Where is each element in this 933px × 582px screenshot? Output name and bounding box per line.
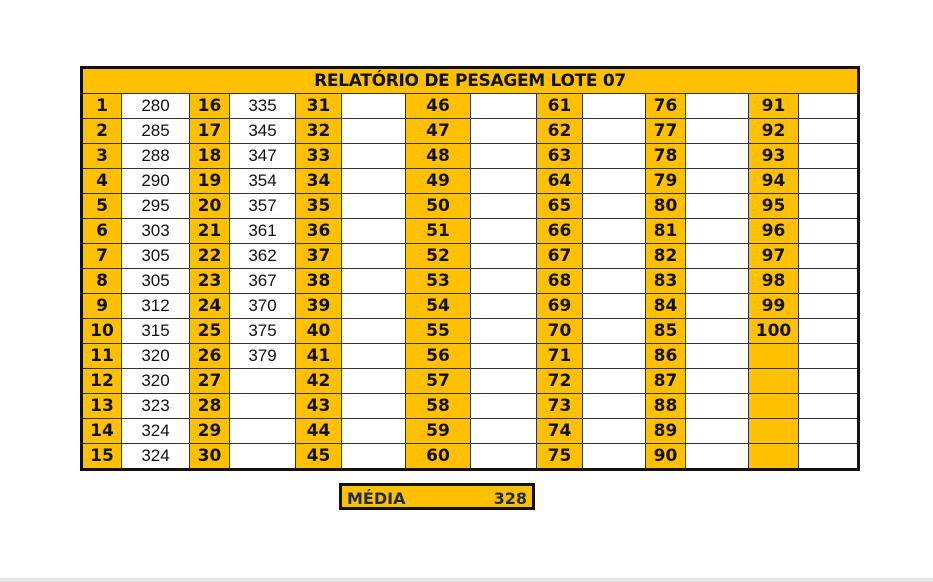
animal-number-cell[interactable]: 7 (82, 244, 122, 269)
weight-cell[interactable] (471, 344, 537, 369)
animal-number-cell[interactable]: 63 (537, 144, 583, 169)
weight-cell[interactable]: 367 (230, 269, 296, 294)
animal-number-cell[interactable]: 53 (406, 269, 471, 294)
weight-cell[interactable] (230, 444, 296, 470)
weight-cell[interactable] (342, 394, 406, 419)
animal-number-cell[interactable]: 1 (82, 94, 122, 119)
table-row (82, 219, 859, 244)
weight-cell[interactable]: 285 (122, 119, 190, 144)
animal-number-cell[interactable]: 10 (82, 319, 122, 344)
animal-number-cell[interactable]: 37 (296, 244, 342, 269)
animal-number-cell[interactable]: 99 (749, 294, 799, 319)
animal-number-cell[interactable]: 55 (406, 319, 471, 344)
animal-number-cell[interactable]: 22 (190, 244, 230, 269)
animal-number-cell[interactable]: 73 (537, 394, 583, 419)
weight-cell[interactable] (686, 269, 749, 294)
weight-cell[interactable]: 370 (230, 294, 296, 319)
animal-number-cell[interactable]: 79 (646, 169, 686, 194)
animal-number-cell[interactable]: 83 (646, 269, 686, 294)
weight-cell[interactable] (583, 194, 646, 219)
weight-cell[interactable]: 324 (122, 419, 190, 444)
weight-cell[interactable] (471, 394, 537, 419)
animal-number-cell[interactable]: 70 (537, 319, 583, 344)
animal-number-cell[interactable]: 65 (537, 194, 583, 219)
table-row (82, 144, 859, 169)
animal-number-cell[interactable]: 59 (406, 419, 471, 444)
weight-cell[interactable] (686, 319, 749, 344)
weight-cell[interactable] (799, 269, 859, 294)
animal-number-cell[interactable]: 32 (296, 119, 342, 144)
animal-number-cell[interactable]: 16 (190, 94, 230, 119)
weight-cell[interactable] (583, 269, 646, 294)
animal-number-cell[interactable]: 6 (82, 219, 122, 244)
animal-number-cell[interactable]: 84 (646, 294, 686, 319)
animal-number-cell[interactable]: 76 (646, 94, 686, 119)
animal-number-cell[interactable]: 82 (646, 244, 686, 269)
weight-cell[interactable] (686, 119, 749, 144)
animal-number-cell[interactable]: 15 (82, 444, 122, 470)
page-bottom-border (0, 578, 933, 582)
animal-number-cell[interactable]: 98 (749, 269, 799, 294)
weight-cell[interactable] (583, 344, 646, 369)
animal-number-cell[interactable]: 57 (406, 369, 471, 394)
weight-cell[interactable]: 290 (122, 169, 190, 194)
weight-cell[interactable] (583, 244, 646, 269)
animal-number-cell[interactable]: 49 (406, 169, 471, 194)
empty-number-cell[interactable] (749, 344, 799, 369)
animal-number-cell[interactable]: 39 (296, 294, 342, 319)
table-row (82, 394, 859, 419)
weight-cell[interactable] (471, 244, 537, 269)
weight-cell[interactable] (471, 294, 537, 319)
weight-cell[interactable] (583, 394, 646, 419)
weight-cell[interactable]: 315 (122, 319, 190, 344)
animal-number-cell[interactable]: 2 (82, 119, 122, 144)
animal-number-cell[interactable]: 40 (296, 319, 342, 344)
weight-cell[interactable] (342, 244, 406, 269)
animal-number-cell[interactable]: 67 (537, 244, 583, 269)
weight-cell[interactable] (471, 169, 537, 194)
weight-cell[interactable] (583, 94, 646, 119)
animal-number-cell[interactable]: 48 (406, 144, 471, 169)
weight-cell[interactable]: 288 (122, 144, 190, 169)
animal-number-cell[interactable]: 96 (749, 219, 799, 244)
weight-cell[interactable] (342, 344, 406, 369)
weight-cell[interactable]: 354 (230, 169, 296, 194)
weight-cell[interactable] (799, 194, 859, 219)
table-row (82, 194, 859, 219)
animal-number-cell[interactable]: 81 (646, 219, 686, 244)
table-row (82, 444, 859, 470)
weight-cell[interactable] (686, 169, 749, 194)
weight-cell[interactable] (583, 444, 646, 470)
weight-cell[interactable] (583, 169, 646, 194)
animal-number-cell[interactable]: 41 (296, 344, 342, 369)
weight-cell[interactable]: 280 (122, 94, 190, 119)
empty-number-cell[interactable] (749, 369, 799, 394)
animal-number-cell[interactable]: 50 (406, 194, 471, 219)
weight-cell[interactable] (799, 244, 859, 269)
animal-number-cell[interactable]: 71 (537, 344, 583, 369)
animal-number-cell[interactable]: 51 (406, 219, 471, 244)
weight-cell[interactable] (686, 394, 749, 419)
average-box (339, 483, 535, 510)
weight-cell[interactable] (686, 94, 749, 119)
weight-cell[interactable] (583, 144, 646, 169)
weight-cell[interactable] (799, 444, 859, 470)
weight-cell[interactable] (471, 369, 537, 394)
table-row (82, 369, 859, 394)
average-value: 328 (493, 489, 527, 508)
animal-number-cell[interactable]: 69 (537, 294, 583, 319)
animal-number-cell[interactable]: 44 (296, 419, 342, 444)
animal-number-cell[interactable]: 47 (406, 119, 471, 144)
animal-number-cell[interactable]: 97 (749, 244, 799, 269)
weight-cell[interactable] (686, 444, 749, 470)
weight-cell[interactable] (799, 419, 859, 444)
weight-cell[interactable] (342, 219, 406, 244)
animal-number-cell[interactable]: 93 (749, 144, 799, 169)
animal-number-cell[interactable]: 46 (406, 94, 471, 119)
animal-number-cell[interactable]: 62 (537, 119, 583, 144)
table-row (82, 419, 859, 444)
animal-number-cell[interactable]: 3 (82, 144, 122, 169)
weight-cell[interactable]: 335 (230, 94, 296, 119)
animal-number-cell[interactable]: 31 (296, 94, 342, 119)
empty-number-cell[interactable] (749, 394, 799, 419)
animal-number-cell[interactable]: 9 (82, 294, 122, 319)
weight-cell[interactable]: 345 (230, 119, 296, 144)
animal-number-cell[interactable]: 14 (82, 419, 122, 444)
animal-number-cell[interactable]: 87 (646, 369, 686, 394)
weight-cell[interactable] (342, 194, 406, 219)
animal-number-cell[interactable]: 4 (82, 169, 122, 194)
animal-number-cell[interactable]: 36 (296, 219, 342, 244)
weight-cell[interactable]: 361 (230, 219, 296, 244)
animal-number-cell[interactable]: 24 (190, 294, 230, 319)
weight-cell[interactable] (583, 119, 646, 144)
animal-number-cell[interactable]: 80 (646, 194, 686, 219)
animal-number-cell[interactable]: 89 (646, 419, 686, 444)
weight-cell[interactable]: 362 (230, 244, 296, 269)
weight-cell[interactable]: 379 (230, 344, 296, 369)
weight-cell[interactable] (342, 119, 406, 144)
weight-cell[interactable] (342, 169, 406, 194)
weight-cell[interactable] (471, 194, 537, 219)
animal-number-cell[interactable]: 35 (296, 194, 342, 219)
weight-cell[interactable] (686, 344, 749, 369)
weight-cell[interactable] (471, 319, 537, 344)
animal-number-cell[interactable]: 11 (82, 344, 122, 369)
weight-cell[interactable] (471, 219, 537, 244)
animal-number-cell[interactable]: 43 (296, 394, 342, 419)
animal-number-cell[interactable]: 25 (190, 319, 230, 344)
weight-cell[interactable]: 320 (122, 344, 190, 369)
animal-number-cell[interactable]: 23 (190, 269, 230, 294)
weight-cell[interactable] (471, 94, 537, 119)
animal-number-cell[interactable]: 52 (406, 244, 471, 269)
weighing-table (80, 66, 860, 471)
weight-cell[interactable]: 375 (230, 319, 296, 344)
animal-number-cell[interactable]: 33 (296, 144, 342, 169)
animal-number-cell[interactable]: 27 (190, 369, 230, 394)
table-row (82, 94, 859, 119)
table-row (82, 294, 859, 319)
weight-cell[interactable] (799, 319, 859, 344)
animal-number-cell[interactable]: 30 (190, 444, 230, 470)
weight-cell[interactable] (342, 294, 406, 319)
animal-number-cell[interactable]: 26 (190, 344, 230, 369)
weight-cell[interactable] (471, 419, 537, 444)
animal-number-cell[interactable]: 75 (537, 444, 583, 470)
weight-cell[interactable]: 323 (122, 394, 190, 419)
table-row (82, 319, 859, 344)
weight-cell[interactable] (342, 94, 406, 119)
animal-number-cell[interactable]: 78 (646, 144, 686, 169)
animal-number-cell[interactable]: 13 (82, 394, 122, 419)
table-row (82, 244, 859, 269)
animal-number-cell[interactable]: 85 (646, 319, 686, 344)
weight-cell[interactable] (686, 144, 749, 169)
table-row (82, 269, 859, 294)
weight-cell[interactable] (686, 369, 749, 394)
weight-cell[interactable] (471, 444, 537, 470)
weight-cell[interactable] (686, 244, 749, 269)
weight-cell[interactable] (799, 344, 859, 369)
weight-cell[interactable]: 347 (230, 144, 296, 169)
animal-number-cell[interactable]: 61 (537, 94, 583, 119)
weight-cell[interactable] (342, 444, 406, 470)
weight-cell[interactable] (799, 144, 859, 169)
weight-cell[interactable] (799, 119, 859, 144)
weight-cell[interactable] (230, 419, 296, 444)
weight-cell[interactable]: 357 (230, 194, 296, 219)
weight-cell[interactable] (342, 419, 406, 444)
weight-cell[interactable] (686, 194, 749, 219)
weight-cell[interactable] (583, 419, 646, 444)
animal-number-cell[interactable]: 29 (190, 419, 230, 444)
animal-number-cell[interactable]: 17 (190, 119, 230, 144)
animal-number-cell[interactable]: 66 (537, 219, 583, 244)
weight-cell[interactable] (686, 294, 749, 319)
animal-number-cell[interactable]: 77 (646, 119, 686, 144)
animal-number-cell[interactable]: 21 (190, 219, 230, 244)
animal-number-cell[interactable]: 12 (82, 369, 122, 394)
animal-number-cell[interactable]: 74 (537, 419, 583, 444)
animal-number-cell[interactable]: 28 (190, 394, 230, 419)
weight-cell[interactable] (471, 119, 537, 144)
animal-number-cell[interactable]: 45 (296, 444, 342, 470)
weight-cell[interactable]: 303 (122, 219, 190, 244)
animal-number-cell[interactable]: 58 (406, 394, 471, 419)
table-row (82, 119, 859, 144)
weight-cell[interactable]: 305 (122, 244, 190, 269)
animal-number-cell[interactable]: 8 (82, 269, 122, 294)
table-row (82, 169, 859, 194)
animal-number-cell[interactable]: 34 (296, 169, 342, 194)
empty-number-cell[interactable] (749, 419, 799, 444)
animal-number-cell[interactable]: 95 (749, 194, 799, 219)
table-row (82, 344, 859, 369)
weight-cell[interactable] (583, 219, 646, 244)
weight-cell[interactable] (342, 269, 406, 294)
animal-number-cell[interactable]: 18 (190, 144, 230, 169)
animal-number-cell[interactable]: 56 (406, 344, 471, 369)
weight-cell[interactable] (583, 319, 646, 344)
animal-number-cell[interactable]: 19 (190, 169, 230, 194)
animal-number-cell[interactable]: 5 (82, 194, 122, 219)
weight-cell[interactable] (471, 269, 537, 294)
weight-cell[interactable] (230, 369, 296, 394)
weight-cell[interactable] (799, 219, 859, 244)
weight-cell[interactable] (799, 94, 859, 119)
report-title: RELATÓRIO DE PESAGEM LOTE 07 (82, 68, 859, 94)
average-label: MÉDIA (347, 489, 406, 508)
animal-number-cell[interactable]: 91 (749, 94, 799, 119)
animal-number-cell[interactable]: 100 (749, 319, 799, 344)
animal-number-cell[interactable]: 54 (406, 294, 471, 319)
weight-cell[interactable]: 320 (122, 369, 190, 394)
weight-cell[interactable] (686, 419, 749, 444)
weight-cell[interactable] (799, 294, 859, 319)
animal-number-cell[interactable]: 68 (537, 269, 583, 294)
weight-cell[interactable] (799, 394, 859, 419)
animal-number-cell[interactable]: 42 (296, 369, 342, 394)
animal-number-cell[interactable]: 60 (406, 444, 471, 470)
weight-cell[interactable]: 324 (122, 444, 190, 470)
weight-cell[interactable]: 305 (122, 269, 190, 294)
animal-number-cell[interactable]: 92 (749, 119, 799, 144)
animal-number-cell[interactable]: 38 (296, 269, 342, 294)
weight-cell[interactable] (799, 369, 859, 394)
weight-cell[interactable] (342, 319, 406, 344)
weight-cell[interactable]: 295 (122, 194, 190, 219)
animal-number-cell[interactable]: 72 (537, 369, 583, 394)
empty-number-cell[interactable] (749, 444, 799, 470)
animal-number-cell[interactable]: 64 (537, 169, 583, 194)
weight-cell[interactable] (342, 369, 406, 394)
weight-cell[interactable] (583, 369, 646, 394)
weighing-report (80, 66, 857, 471)
weight-cell[interactable]: 312 (122, 294, 190, 319)
weight-cell[interactable] (471, 144, 537, 169)
animal-number-cell[interactable]: 86 (646, 344, 686, 369)
animal-number-cell[interactable]: 88 (646, 394, 686, 419)
weight-cell[interactable] (342, 144, 406, 169)
weight-cell[interactable] (799, 169, 859, 194)
weight-cell[interactable] (686, 219, 749, 244)
weight-cell[interactable] (230, 394, 296, 419)
animal-number-cell[interactable]: 90 (646, 444, 686, 470)
animal-number-cell[interactable]: 94 (749, 169, 799, 194)
weight-cell[interactable] (583, 294, 646, 319)
animal-number-cell[interactable]: 20 (190, 194, 230, 219)
